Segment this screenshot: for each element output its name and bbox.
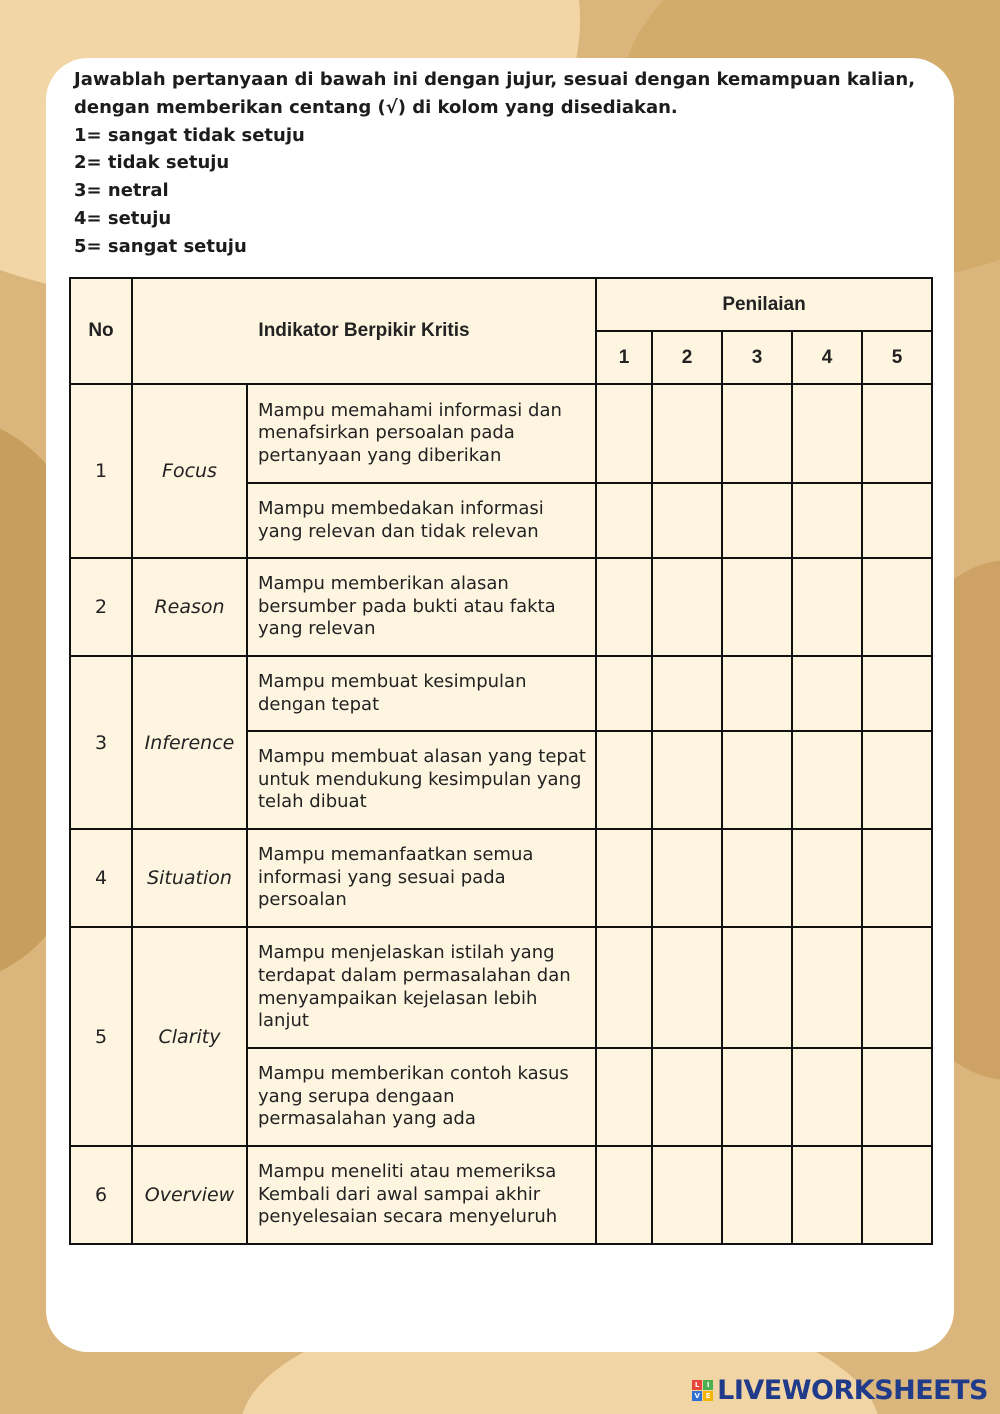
brand-logo-tile: V [692,1391,702,1401]
table-row [70,829,932,927]
score-cell-1[interactable] [596,829,652,927]
header-score: 3 [722,331,792,384]
score-cell-2[interactable] [652,731,722,829]
score-cell-3[interactable] [722,558,792,656]
indicator-description: Mampu membuat alasan yang tepat untuk mendukung kesimpulan yang telah dibuat [247,731,596,829]
scale-item: 4= setuju [74,207,172,229]
header-score: 1 [596,331,652,384]
score-cell-1[interactable] [596,483,652,558]
table-body [70,384,932,1244]
score-cell-4[interactable] [792,656,862,731]
brand-logo-tile: I [703,1380,713,1390]
instructions [74,66,934,261]
liveworksheets-brand [692,1374,988,1406]
score-cell-3[interactable] [722,1146,792,1244]
score-cell-5[interactable] [862,384,932,483]
score-cell-5[interactable] [862,731,932,829]
score-cell-1[interactable] [596,558,652,656]
brand-logo-tile: L [692,1380,702,1390]
indicator-description: Mampu memanfaatkan semua informasi yang sesuai pada persoalan [247,829,596,927]
score-cell-1[interactable] [596,1048,652,1146]
table-row [70,558,932,656]
row-number: 6 [70,1146,132,1244]
indicator-description: Mampu membedakan informasi yang relevan dan tidak relevan [247,483,596,558]
score-cell-3[interactable] [722,483,792,558]
score-cell-1[interactable] [596,1146,652,1244]
score-cell-1[interactable] [596,731,652,829]
score-cell-3[interactable] [722,656,792,731]
indicator-description: Mampu menjelaskan istilah yang terdapat dalam permasalahan dan menyampaikan kejelasan lebih lanjut [247,927,596,1048]
header-indicator: Indikator Berpikir Kritis [132,278,596,384]
score-cell-2[interactable] [652,829,722,927]
indicator-description: Mampu memahami informasi dan menafsirkan persoalan pada pertanyaan yang diberikan [247,384,596,483]
scale-item: 2= tidak setuju [74,152,230,174]
scale-item: 1= sangat tidak setuju [74,124,305,146]
score-cell-5[interactable] [862,1146,932,1244]
score-cell-5[interactable] [862,1048,932,1146]
row-number: 5 [70,927,132,1146]
scale-item: 5= sangat setuju [74,235,247,257]
table-row [70,927,932,1048]
row-number: 4 [70,829,132,927]
score-cell-3[interactable] [722,1048,792,1146]
score-cell-2[interactable] [652,927,722,1048]
score-cell-5[interactable] [862,927,932,1048]
score-cell-4[interactable] [792,829,862,927]
scale-item: 3= netral [74,180,169,202]
score-cell-3[interactable] [722,384,792,483]
header-no: No [70,278,132,384]
indicator-description: Mampu meneliti atau memeriksa Kembali dari awal sampai akhir penyelesaian secara menyeluruh [247,1146,596,1244]
score-cell-4[interactable] [792,483,862,558]
score-cell-1[interactable] [596,656,652,731]
indicator-description: Mampu memberikan contoh kasus yang serupa dengaan permasalahan yang ada [247,1048,596,1146]
instruction-line: dengan memberikan centang (√) di kolom yang disediakan. [74,96,678,118]
score-cell-2[interactable] [652,483,722,558]
row-number: 2 [70,558,132,656]
score-cell-4[interactable] [792,731,862,829]
aspect-label: Clarity [132,927,247,1146]
score-cell-5[interactable] [862,558,932,656]
table-row [70,1146,932,1244]
table-row [70,384,932,483]
aspect-label: Inference [132,656,247,829]
score-cell-4[interactable] [792,384,862,483]
score-cell-3[interactable] [722,927,792,1048]
score-cell-3[interactable] [722,829,792,927]
score-cell-4[interactable] [792,558,862,656]
rating-table [69,277,933,1245]
score-cell-2[interactable] [652,1146,722,1244]
row-number: 1 [70,384,132,558]
instruction-line: Jawablah pertanyaan di bawah ini dengan jujur, sesuai dengan kemampuan kalian, [74,69,916,90]
score-cell-5[interactable] [862,829,932,927]
score-cell-3[interactable] [722,731,792,829]
score-cell-1[interactable] [596,927,652,1048]
score-cell-5[interactable] [862,483,932,558]
brand-logo-icon [692,1380,713,1401]
table-row [70,656,932,731]
aspect-label: Overview [132,1146,247,1244]
indicator-description: Mampu membuat kesimpulan dengan tepat [247,656,596,731]
score-cell-2[interactable] [652,558,722,656]
header-rating: Penilaian [596,278,932,331]
score-cell-2[interactable] [652,656,722,731]
score-cell-1[interactable] [596,384,652,483]
brand-name: LIVEWORKSHEETS [717,1374,988,1406]
row-number: 3 [70,656,132,829]
score-cell-2[interactable] [652,1048,722,1146]
aspect-label: Situation [132,829,247,927]
header-score: 5 [862,331,932,384]
brand-logo-tile: E [703,1391,713,1401]
header-score: 4 [792,331,862,384]
aspect-label: Focus [132,384,247,558]
score-cell-4[interactable] [792,1048,862,1146]
header-score: 2 [652,331,722,384]
aspect-label: Reason [132,558,247,656]
indicator-description: Mampu memberikan alasan bersumber pada bukti atau fakta yang relevan [247,558,596,656]
score-cell-5[interactable] [862,656,932,731]
score-cell-2[interactable] [652,384,722,483]
score-cell-4[interactable] [792,927,862,1048]
score-cell-4[interactable] [792,1146,862,1244]
